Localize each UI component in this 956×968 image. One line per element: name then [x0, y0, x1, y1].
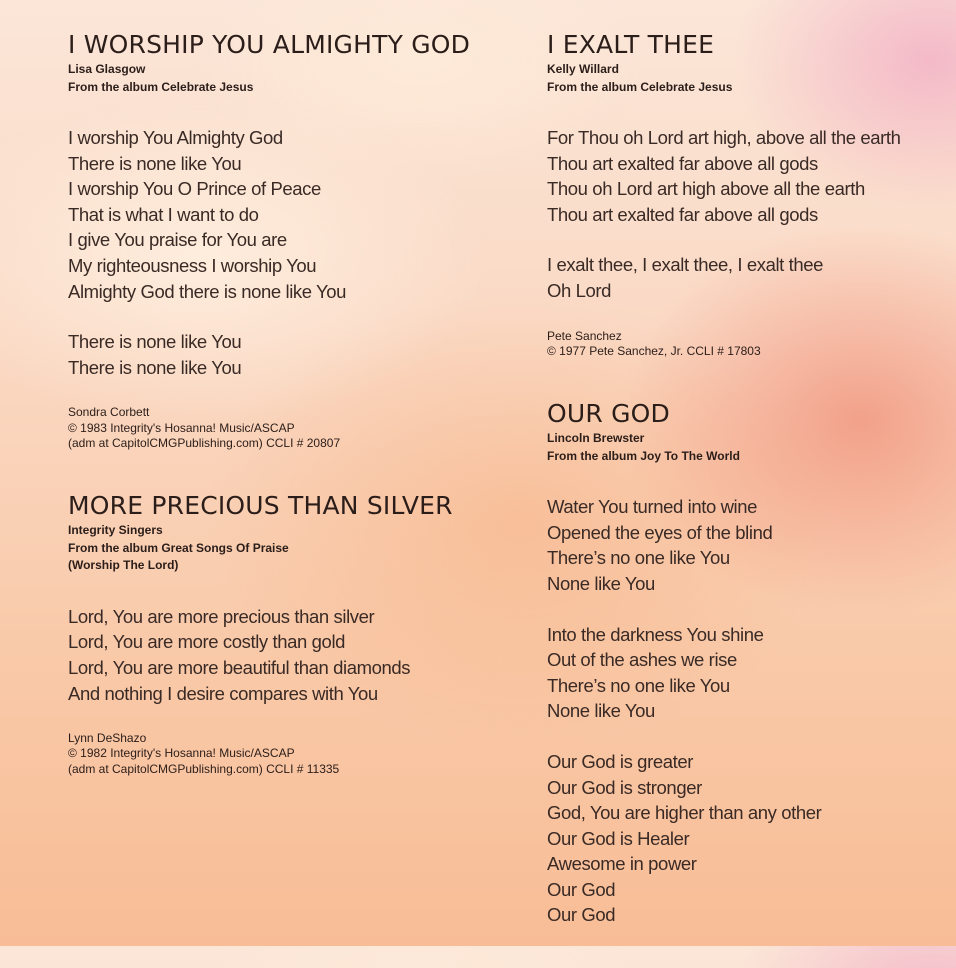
- stanza: [547, 749, 947, 928]
- lyric-line: I exalt thee, I exalt thee, I exalt thee: [547, 254, 824, 276]
- lyric-line: There’s no one like You: [547, 674, 730, 696]
- lyric-line: Our God is Healer: [547, 827, 690, 849]
- lyric-line: Thou oh Lord art high above all the earth: [547, 178, 865, 200]
- lyrics-body: [68, 604, 508, 706]
- lyric-line: I worship You Almighty God: [68, 127, 283, 148]
- lyric-line: Our God is stronger: [547, 776, 702, 798]
- credit-line: Pete Sanchez: [547, 328, 622, 343]
- song-credits: [68, 731, 508, 777]
- lyric-line: God, You are higher than any other: [547, 802, 822, 824]
- left-column: [68, 30, 508, 817]
- lyric-line: There is none like You: [68, 152, 242, 174]
- credit-line: (adm at CapitolCMGPublishing.com) CCLI # 11335: [68, 761, 340, 776]
- lyric-line: Oh Lord: [547, 279, 612, 301]
- credit-line: © 1983 Integrity's Hosanna! Music/ASCAP: [68, 420, 295, 435]
- stanza: [547, 622, 947, 724]
- lyric-line: Almighty God there is none like You: [68, 280, 347, 302]
- song-title: I EXALT THEE: [547, 30, 715, 59]
- stanza: [68, 604, 508, 706]
- lyric-line: Lord, You are more beautiful than diamonds: [68, 656, 411, 678]
- stanza: [68, 329, 508, 380]
- lyric-line: Our God: [547, 878, 616, 900]
- credit-line: © 1977 Pete Sanchez, Jr. CCLI # 17803: [547, 343, 761, 358]
- lyric-line: For Thou oh Lord art high, above all the earth: [547, 127, 901, 148]
- lyrics-body: [547, 494, 947, 928]
- lyric-line: That is what I want to do: [68, 203, 259, 225]
- stanza: [547, 252, 947, 303]
- song-title: MORE PRECIOUS THAN SILVER: [68, 491, 453, 521]
- lyric-line: There is none like You: [68, 356, 242, 378]
- song-block: [547, 30, 947, 359]
- song-artist: Lisa Glasgow: [68, 62, 146, 76]
- song-album-line: From the album Great Songs Of Praise: [68, 540, 289, 555]
- stanza: [547, 494, 947, 596]
- song-credits: [68, 405, 508, 451]
- lyric-line: There’s no one like You: [547, 547, 730, 569]
- lyric-line: Our God: [547, 904, 616, 926]
- lyric-line: I worship You O Prince of Peace: [68, 178, 321, 200]
- song-artist: Lincoln Brewster: [547, 431, 645, 446]
- song-credits: [547, 329, 947, 360]
- credit-line: (adm at CapitolCMGPublishing.com) CCLI # 20807: [68, 435, 341, 450]
- song-artist: Integrity Singers: [68, 523, 163, 538]
- lyric-line: Water You turned into wine: [547, 496, 758, 518]
- lyric-line: Awesome in power: [547, 853, 697, 875]
- lyric-line: Opened the eyes of the blind: [547, 521, 773, 543]
- stanza: [547, 125, 947, 227]
- lyric-line: Into the darkness You shine: [547, 623, 764, 645]
- song-title: OUR GOD: [547, 399, 670, 429]
- lyric-line: There is none like You: [68, 331, 242, 353]
- lyric-line: Lord, You are more precious than silver: [68, 605, 375, 627]
- lyric-line: None like You: [547, 700, 655, 722]
- credit-line: Lynn DeShazo: [68, 731, 147, 746]
- song-block: [68, 30, 508, 451]
- lyric-line: Thou art exalted far above all gods: [547, 203, 818, 225]
- lyric-line: Thou art exalted far above all gods: [547, 152, 818, 174]
- lyrics-body: [68, 125, 508, 380]
- song-album-line: From the album Celebrate Jesus: [547, 79, 733, 94]
- song-artist: Kelly Willard: [547, 62, 619, 76]
- lyric-line: Out of the ashes we rise: [547, 649, 737, 671]
- lyrics-body: [547, 125, 947, 304]
- lyric-line: And nothing I desire compares with You: [68, 682, 378, 704]
- song-album-line: (Worship The Lord): [68, 558, 179, 573]
- song-block: [68, 491, 508, 777]
- lyric-line: None like You: [547, 572, 655, 594]
- song-title: I WORSHIP YOU ALMIGHTY GOD: [68, 30, 471, 59]
- lyric-line: Lord, You are more costly than gold: [68, 631, 346, 653]
- song-block: [547, 399, 947, 928]
- lyric-line: I give You praise for You are: [68, 229, 287, 251]
- credit-line: Sondra Corbett: [68, 405, 150, 420]
- lyric-line: Our God is greater: [547, 750, 694, 772]
- credit-line: © 1982 Integrity's Hosanna! Music/ASCAP: [68, 746, 295, 761]
- stanza: [68, 125, 508, 304]
- right-column: [547, 30, 947, 968]
- song-album-line: From the album Celebrate Jesus: [68, 79, 254, 94]
- song-album-line: From the album Joy To The World: [547, 448, 740, 463]
- lyric-line: My righteousness I worship You: [68, 254, 317, 276]
